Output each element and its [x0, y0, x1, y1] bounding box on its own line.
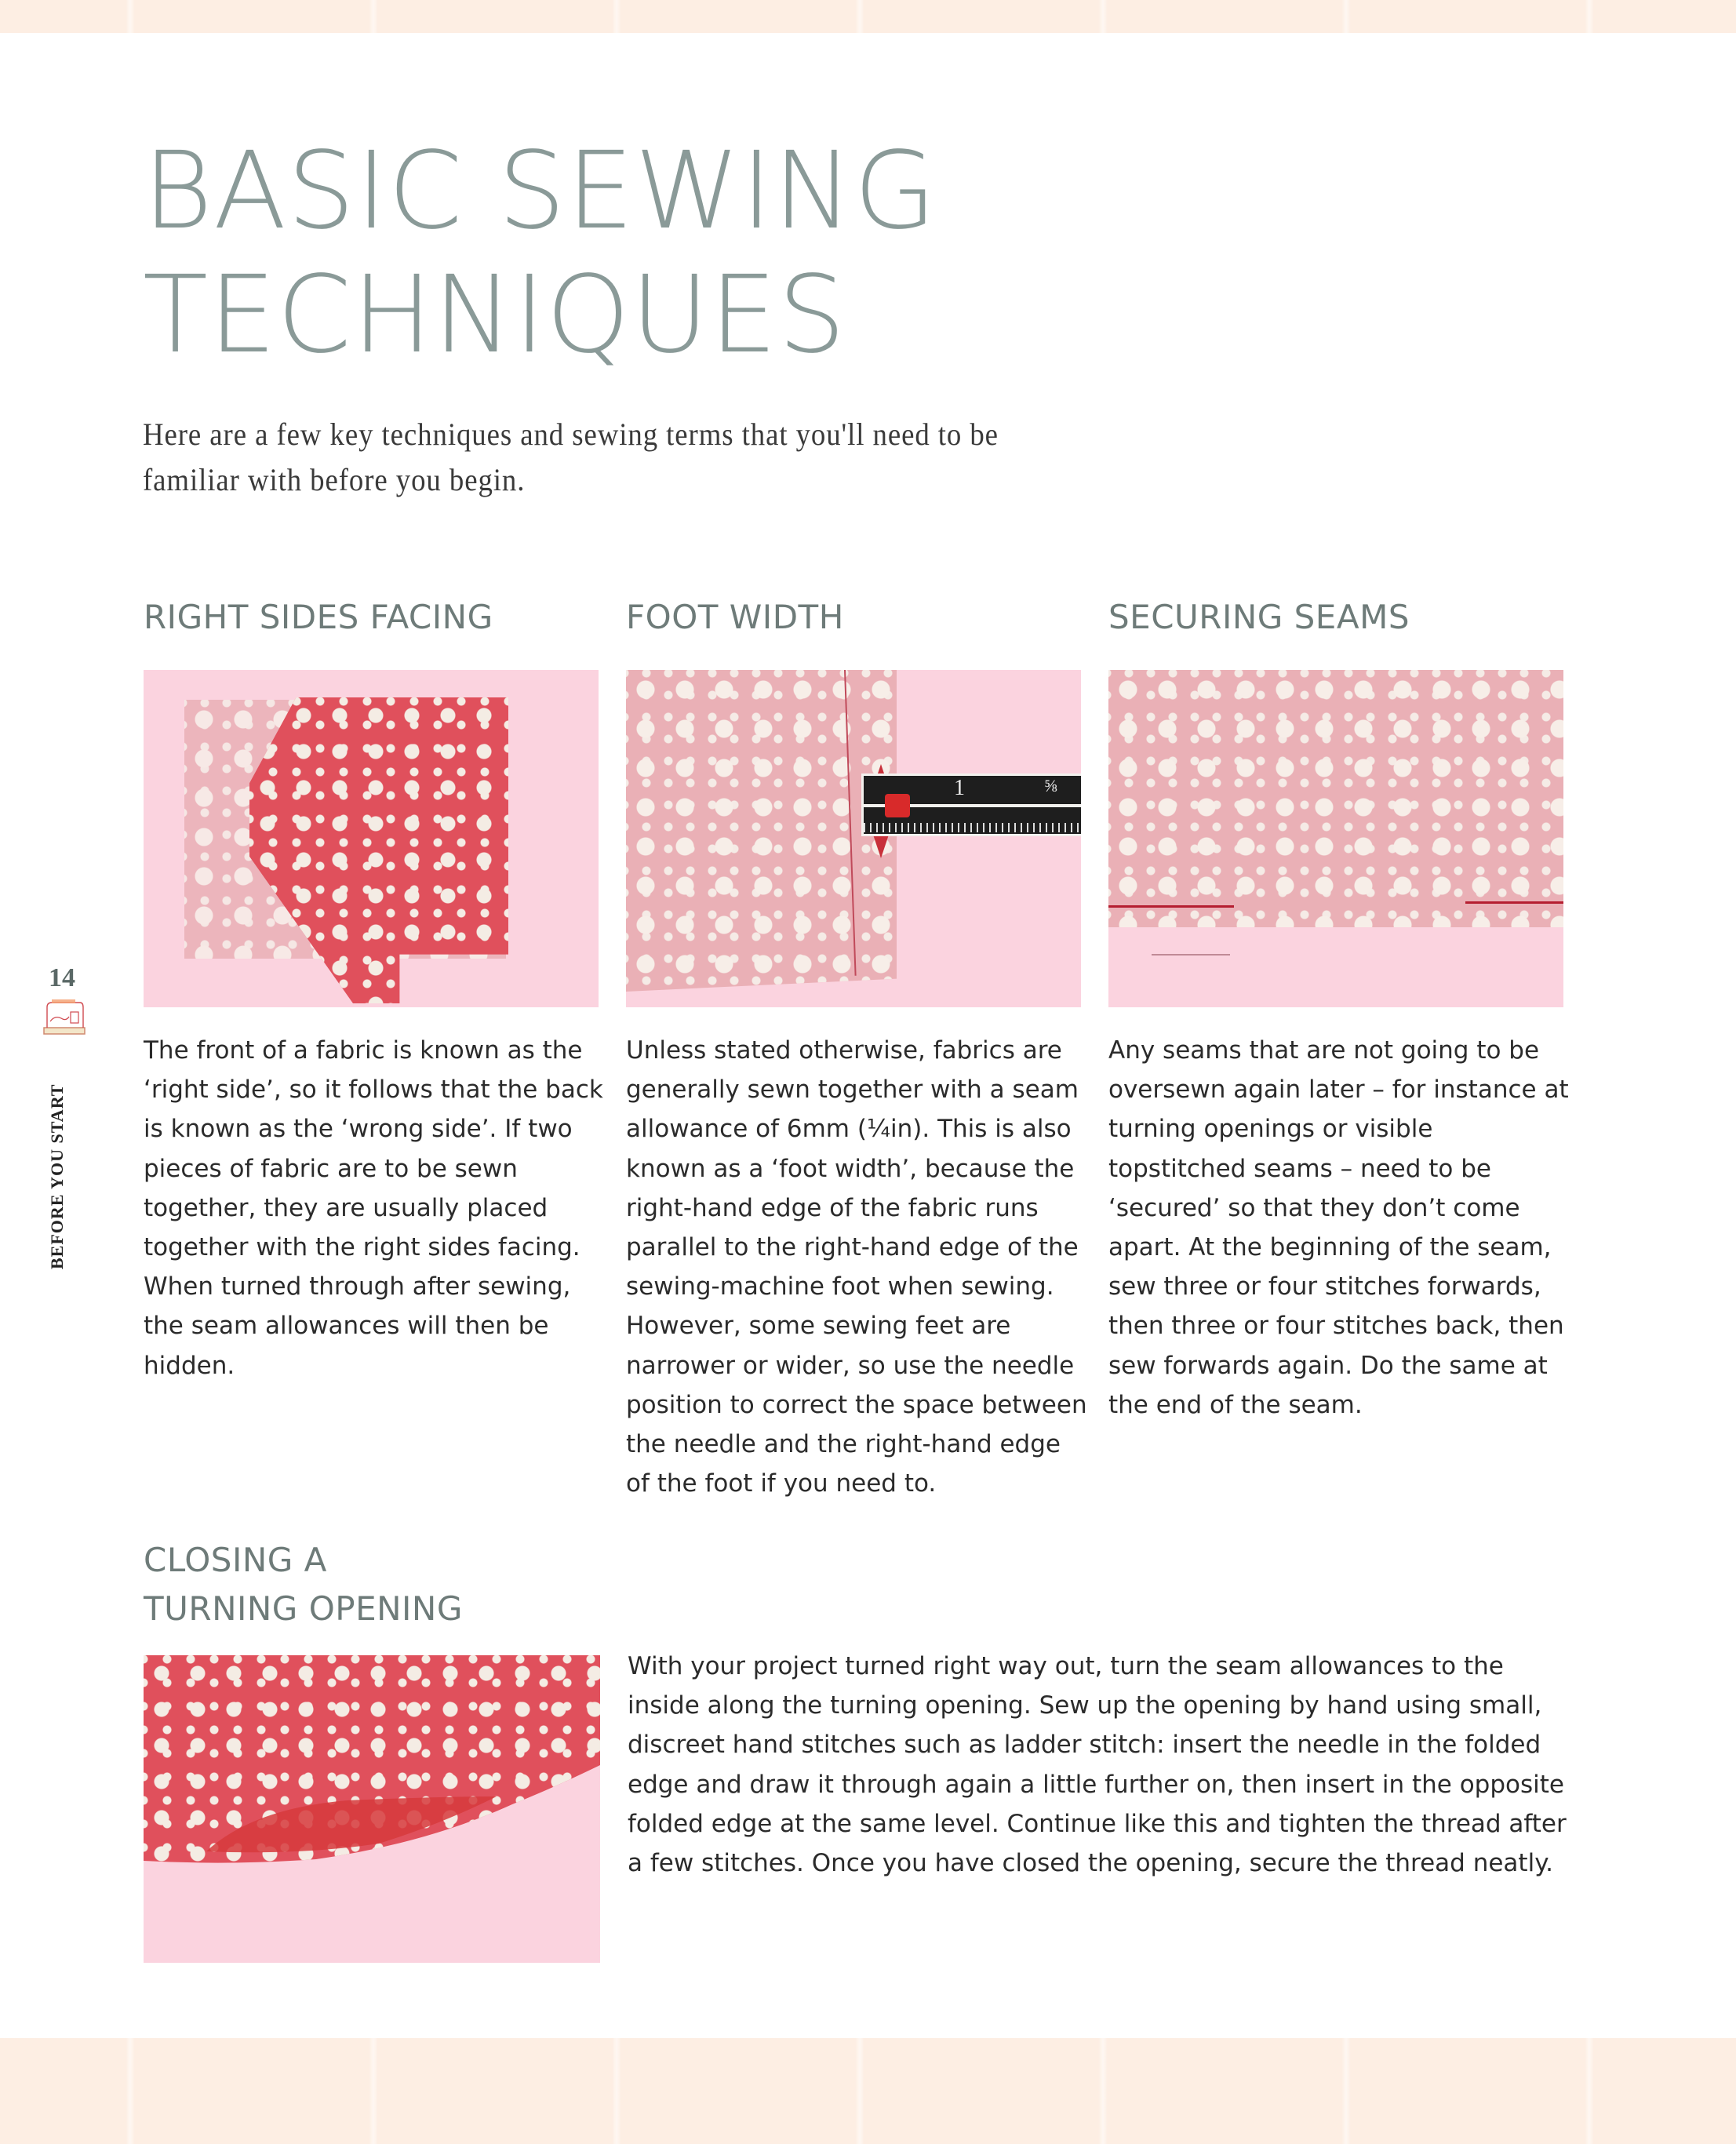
top-decorative-band [0, 0, 1736, 33]
gauge-label-fraction: ⅝ [1044, 776, 1057, 795]
foot-width-photo [626, 670, 1081, 1007]
heading-right-sides-facing: RIGHT SIDES FACING [144, 598, 493, 636]
stitch-end [1465, 901, 1563, 904]
heading-line-1: CLOSING A [144, 1541, 327, 1579]
bottom-decorative-band [0, 2038, 1736, 2144]
heading-closing-turning-opening [144, 1536, 463, 1633]
gauge-red-slider [885, 794, 910, 817]
page-title [143, 129, 937, 377]
heading-securing-seams: SECURING SEAMS [1108, 598, 1410, 636]
body-closing-turning-opening: With your project turned right way out, turn the seam allowances to the inside along the turning opening. Sew up the opening by hand using small, discreet hand stitches such as ladder stitch: insert the needle in the folded edge and draw it through again a little further on, then insert in the opposite folded edge at the same level. Continue like this and tighten the thread after a few stitches. Once you have closed the opening, secure the thread neatly. [628, 1652, 1567, 1878]
page-title-line-2: TECHNIQUES [143, 253, 846, 377]
heading-foot-width: FOOT WIDTH [626, 598, 844, 636]
page-number: 14 [49, 963, 75, 992]
right-sides-facing-photo [144, 670, 599, 1007]
intro-paragraph: Here are a few key techniques and sewing terms that you'll need to be familiar with before you begin. [143, 417, 999, 497]
section-label: BEFORE YOU START [47, 1083, 67, 1269]
body-foot-width: Unless stated otherwise, fabrics are generally sewn together with a seam allowance of 6mm (¼in). This is also known as a ‘foot width’, because the right-hand edge of the fabric runs parallel to the right-hand edge of the sewing-machine foot when sewing. However, some sewing feet are narrower or wider, so use the needle position to correct the space between the needle and the right-hand edge of the foot if you need to. [626, 1036, 1087, 1498]
body-right-sides-facing: The front of a fabric is known as the ‘right side’, so it follows that the back is known as the ‘wrong side’. If two pieces of fabric are to be sewn together, they are usually placed together with the right sides facing. When turned through after sewing, the seam allowances will then be hidden. [144, 1036, 603, 1380]
heading-line-2: TURNING OPENING [144, 1589, 463, 1628]
thread-tail [1152, 954, 1230, 956]
stitch-start [1108, 905, 1234, 908]
gauge-label-inch: 1 [954, 776, 965, 800]
securing-seams-photo [1108, 670, 1563, 1007]
body-securing-seams: Any seams that are not going to be oversewn again later – for instance at turning openings or visible topstitched seams – need to be ‘secured’ so that they don’t come apart. At the beginning of the seam, sew three or four stitches forwards, then three or four stitches back, then sew forwards again. Do the same at the end of the seam. [1108, 1036, 1569, 1419]
sewing-machine-icon [41, 998, 88, 1037]
fabric-piece [626, 670, 897, 992]
turning-opening-photo [144, 1655, 600, 1963]
page-title-line-1: BASIC SEWING [143, 129, 937, 253]
fabric-piece [1108, 670, 1563, 927]
